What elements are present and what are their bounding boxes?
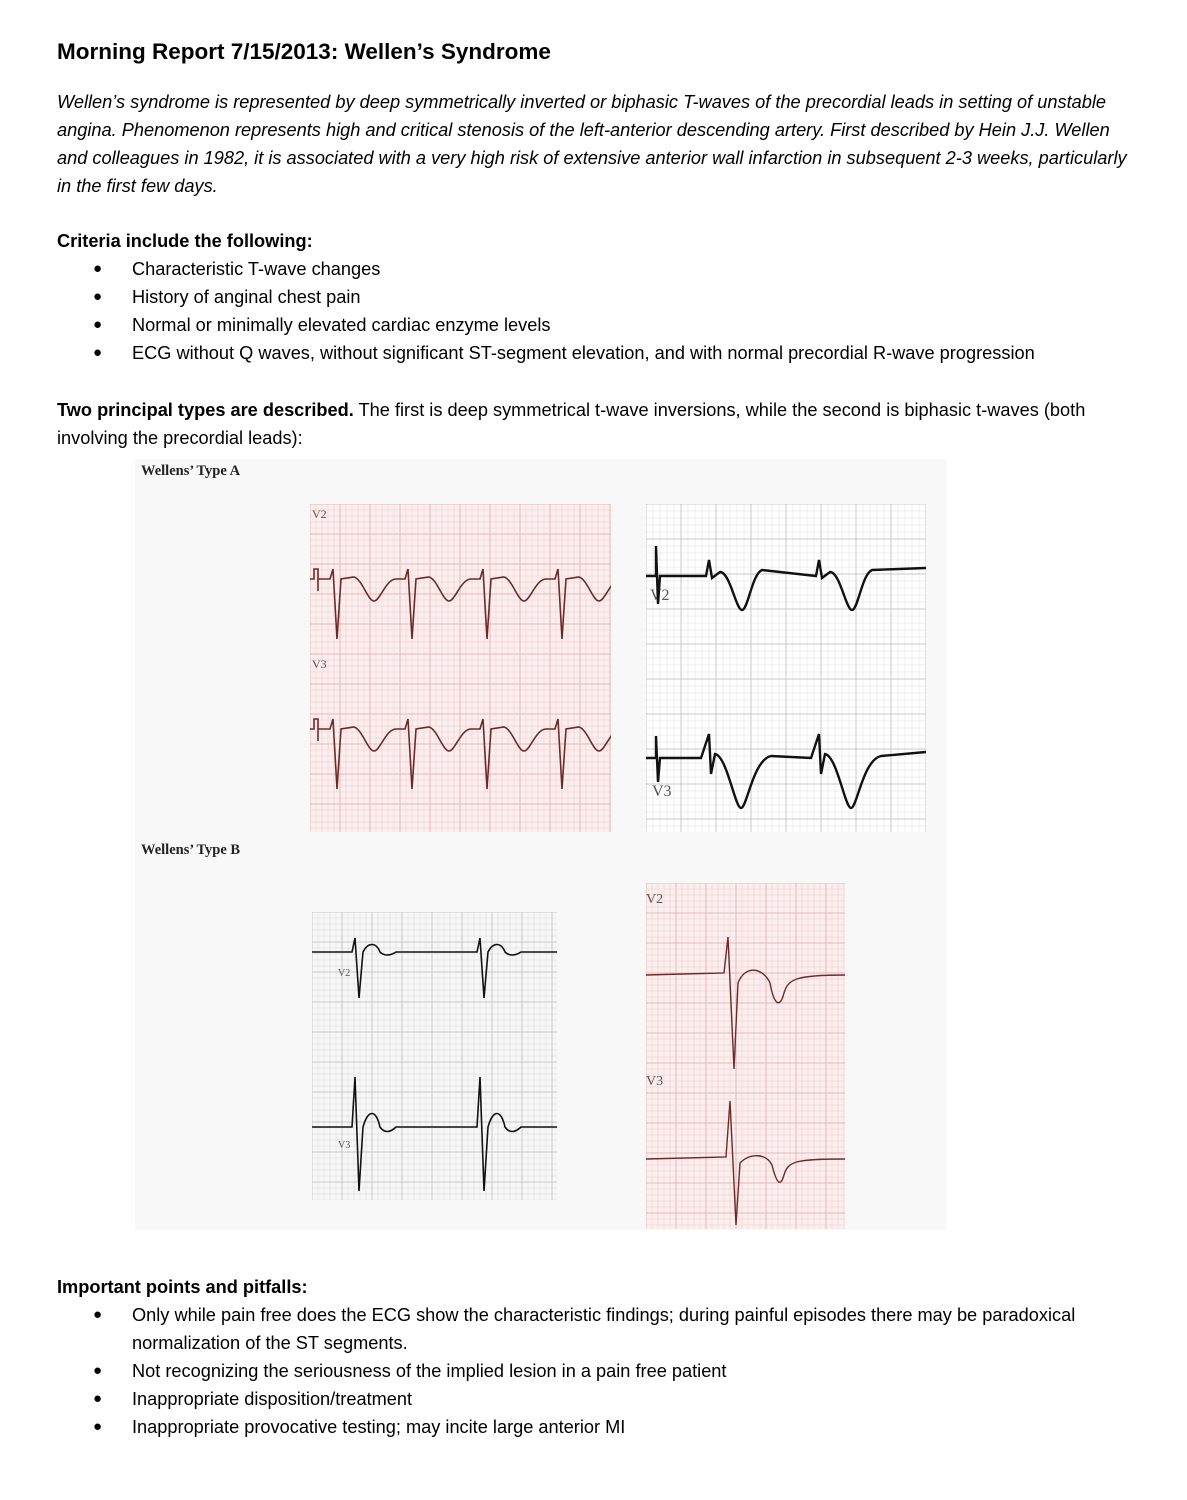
ecg-lead-label: V3 <box>312 657 327 671</box>
bullet-icon: ● <box>93 260 103 277</box>
ecg-type-b-panel-1 <box>312 912 557 1200</box>
list-item: ● Normal or minimally elevated cardiac enzyme levels <box>57 311 1167 339</box>
ecg-type-a-panel-1 <box>310 504 611 832</box>
ecg-type-b-panel-2 <box>646 883 845 1229</box>
ecg-lead-label: V3 <box>646 1074 664 1089</box>
criteria-list <box>57 255 1167 367</box>
list-item: ● Inappropriate disposition/treatment <box>57 1385 1167 1413</box>
pitfalls-title: Important points and pitfalls: <box>57 1277 308 1297</box>
ecg-lead-label: V2 <box>338 968 351 979</box>
ecg-lead-label: V3 <box>652 783 672 800</box>
ecg-type-a-panel-2 <box>646 504 926 832</box>
bullet-icon: ● <box>93 1362 103 1379</box>
bullet-icon: ● <box>93 344 103 361</box>
pitfalls-list <box>57 1301 1167 1441</box>
types-text: The first is deep symmetrical t-wave inversions, while the second is biphasic t-waves (both involving the precordial leads): <box>57 400 1086 448</box>
bullet-icon: ● <box>93 316 103 333</box>
ecg-lead-label: V2 <box>650 587 670 604</box>
bullet-icon: ● <box>93 288 103 305</box>
pitfalls-section <box>57 1273 1167 1441</box>
ecg-lead-label: V3 <box>338 1140 351 1151</box>
bullet-icon: ● <box>93 1418 103 1435</box>
types-bold-lead: Two principal types are described. <box>57 400 354 420</box>
type-a-label: Wellens’ Type A <box>141 463 241 479</box>
list-item: ● ECG without Q waves, without significant ST-segment elevation, and with normal precordial R-wave progression <box>57 339 1167 367</box>
list-item: ● Characteristic T-wave changes <box>57 255 1167 283</box>
types-paragraph <box>57 396 1117 452</box>
list-item: ● History of anginal chest pain <box>57 283 1167 311</box>
list-item: ● Inappropriate provocative testing; may incite large anterior MI <box>57 1413 1167 1441</box>
bullet-icon: ● <box>93 1306 103 1323</box>
ecg-lead-label: V2 <box>312 507 327 521</box>
bullet-icon: ● <box>93 1390 103 1407</box>
ecg-lead-label: V2 <box>646 892 664 907</box>
intro-paragraph: Wellen’s syndrome is represented by deep symmetrically inverted or biphasic T-waves of the precordial leads in setting of unstable angina. Phenomenon represents high and critical stenosis of the left-anterior descending artery. First described by Hein J.J. Wellen and colleagues in 1982, it is associated with a very high risk of extensive anterior wall infarction in subsequent 2-3 weeks, particularly in the first few days. <box>57 92 1127 196</box>
criteria-title: Criteria include the following: <box>57 231 313 251</box>
list-item: ● Only while pain free does the ECG show the characteristic findings; during painful episodes there may be paradoxical normalization of the ST segments. <box>57 1301 1167 1357</box>
page-title: Morning Report 7/15/2013: Wellen’s Syndrome <box>57 39 551 64</box>
page-content <box>57 30 1167 452</box>
list-item: ● Not recognizing the seriousness of the implied lesion in a pain free patient <box>57 1357 1167 1385</box>
wellens-figure <box>135 459 946 1230</box>
type-b-label: Wellens’ Type B <box>141 842 241 858</box>
